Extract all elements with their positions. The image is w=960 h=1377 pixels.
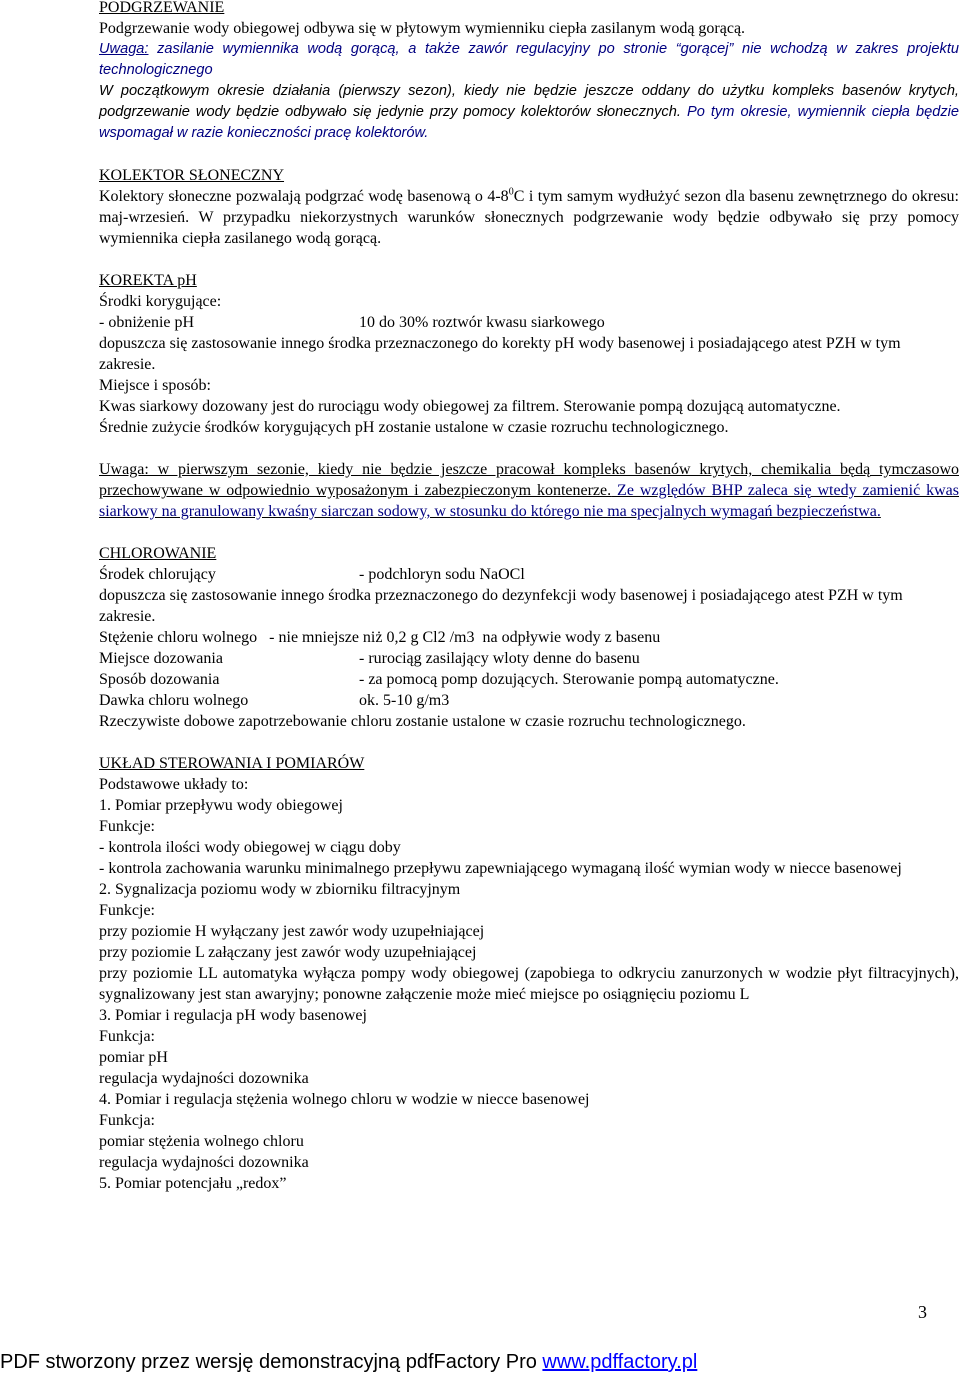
kolektor-text-b: C i tym samym wydłużyć sezon dla basenu zewnętrznego do okresu: maj-wrzesień. bbox=[99, 188, 959, 226]
korekta-label: - obniżenie pH bbox=[99, 314, 195, 331]
heading-podgrzewanie: PODGRZEWANIE bbox=[99, 0, 225, 16]
uklad-line: pomiar pH bbox=[99, 1049, 168, 1066]
uklad-line: 4. Pomiar i regulacja stężenia wolnego chloru w wodzie w niecce basenowej bbox=[99, 1091, 590, 1108]
uklad-line: regulacja wydajności dozownika bbox=[99, 1070, 309, 1087]
korekta-line4: Średnie zużycie środków korygujących pH zostanie ustalone w czasie rozruchu technologicznego. bbox=[99, 419, 729, 436]
uklad-line: 3. Pomiar i regulacja pH wody basenowej bbox=[99, 1007, 367, 1024]
chlor-r1-value: - podchloryn sodu NaOCl bbox=[359, 566, 525, 583]
korekta-value: 10 do 30% roztwór kwasu siarkowego bbox=[359, 314, 605, 331]
note-label: Uwaga: bbox=[99, 41, 149, 57]
note-text: zasilanie wymiennika wodą gorącą, a także zawór regulacyjny po stronie “gorącej” nie wchodzą w zakres projektu technologicznego bbox=[99, 41, 959, 78]
chlor-r1-label: Środek chlorujący bbox=[99, 566, 216, 583]
chlor-row-4 bbox=[99, 669, 959, 690]
uklad-line: - kontrola zachowania warunku minimalnego przepływu zapewniającego wymaganą ilość wymian wody w niecce basenowej bbox=[99, 860, 902, 877]
uklad-line: przy poziomie LL automatyka wyłącza pompy wody obiegowej (zapobiega to odkryciu zanurzonych w wodzie płyt filtracyjnych), sygnalizowany jest stan awaryjny; ponowne załączenie może mieć miejsce po osiągnięciu poziomu L bbox=[99, 965, 959, 1003]
uklad-lines bbox=[99, 774, 959, 1194]
uwaga-text-b: Ze względów BHP zaleca się wtedy zamienić kwas siarkowy na granulowany kwaśny siarczan sodowy, w stosunku do którego nie ma specjalnych wymagań bezpieczeństwa. bbox=[99, 482, 959, 520]
chlor-row-1 bbox=[99, 564, 959, 585]
section-chlorowanie bbox=[99, 543, 959, 732]
uklad-line: Funkcja: bbox=[99, 1112, 155, 1129]
chlor-r3-value: - rurociąg zasilający wloty denne do basenu bbox=[359, 650, 640, 667]
chlor-r4-label: Sposób dozowania bbox=[99, 671, 220, 688]
chlor-r5-label: Dawka chloru wolnego bbox=[99, 692, 249, 709]
korekta-para1: dopuszcza się zastosowanie innego środka przeznaczonego do korekty pH wody basenowej i posiadającego atest PZH w tym zakresie. bbox=[99, 335, 901, 373]
section-korekta bbox=[99, 270, 959, 438]
chlor-r4-value: - za pomocą pomp dozujących. Sterowanie pompą automatyczne. bbox=[359, 671, 779, 688]
korekta-line2: Miejsce i sposób: bbox=[99, 377, 211, 394]
pdf-footer bbox=[0, 1351, 960, 1373]
heading-uklad: UKŁAD STEROWANIA I POMIARÓW bbox=[99, 755, 365, 772]
uklad-line: 5. Pomiar potencjału „redox” bbox=[99, 1175, 287, 1192]
italic-para-a: W początkowym okresie działania (pierwszy sezon), kiedy nie będzie jeszcze oddany do użytku kompleks basenów krytych, podgrzewanie wody będzie odbywało się jedynie przy pomocy kolektorów słonecznych. bbox=[99, 83, 959, 120]
chlor-row-5 bbox=[99, 690, 959, 711]
document-page bbox=[99, 0, 959, 1194]
chlor-last: Rzeczywiste dobowe zapotrzebowanie chloru zostanie ustalone w czasie rozruchu technologicznego. bbox=[99, 713, 746, 730]
korekta-line3: Kwas siarkowy dozowany jest do rurociągu wody obiegowej za filtrem. Sterowanie pompą dozującą automatyczne. bbox=[99, 398, 841, 415]
chlor-para1: dopuszcza się zastosowanie innego środka przeznaczonego do dezynfekcji wody basenowej i posiadającego atest PZH w tym zakresie. bbox=[99, 587, 903, 625]
page-number: 3 bbox=[918, 1302, 927, 1322]
chlor-r3-label: Miejsce dozowania bbox=[99, 650, 223, 667]
degree-sup: 0 bbox=[508, 186, 514, 198]
uklad-line: pomiar stężenia wolnego chloru bbox=[99, 1133, 304, 1150]
podgrzewanie-line: Podgrzewanie wody obiegowej odbywa się w płytowym wymienniku ciepła zasilanym wodą gorącą. bbox=[99, 20, 746, 37]
uwaga-text-a: Uwaga: w pierwszym sezonie, kiedy nie będzie jeszcze pracował kompleks basenów krytych, chemikalia będą tymczasowo przechowywane w odpowiednio wyposażonym i zabezpieczonym kontenerze. bbox=[99, 461, 959, 499]
kolektor-para bbox=[99, 186, 959, 249]
kolektor-text-c: W przypadku niekorzystnych warunków słonecznych podgrzewanie wody będzie odbywało się przy pomocy wymiennika ciepła zasilanego wodą gorącą. bbox=[99, 209, 959, 247]
uklad-line: przy poziomie H wyłączany jest zawór wody uzupełniającej bbox=[99, 923, 485, 940]
italic-para-b: Po tym okresie, wymiennik ciepła będzie wspomagał w razie konieczności pracę kolektorów. bbox=[99, 104, 959, 141]
kolektor-text-a: Kolektory słoneczne pozwalają podgrzać wodę basenową o 4-8 bbox=[99, 188, 509, 205]
section-podgrzewanie bbox=[99, 0, 959, 144]
uklad-line: Funkcja: bbox=[99, 1028, 155, 1045]
uwaga-para bbox=[99, 459, 959, 522]
chlor-row-3 bbox=[99, 648, 959, 669]
uklad-line: Podstawowe układy to: bbox=[99, 776, 249, 793]
korekta-row bbox=[99, 312, 959, 333]
uklad-line: 1. Pomiar przepływu wody obiegowej bbox=[99, 797, 343, 814]
heading-korekta: KOREKTA pH bbox=[99, 272, 197, 289]
footer-text: PDF stworzony przez wersję demonstracyjną pdfFactory Pro bbox=[0, 1351, 543, 1373]
podgrzewanie-note bbox=[99, 39, 959, 81]
section-uklad bbox=[99, 753, 959, 1194]
uklad-line: Funkcje: bbox=[99, 902, 155, 919]
uklad-line: - kontrola ilości wody obiegowej w ciągu doby bbox=[99, 839, 401, 856]
chlor-row-2: Stężenie chloru wolnego - nie mniejsze niż 0,2 g Cl2 /m3 na odpływie wody z basenu bbox=[99, 629, 661, 646]
uklad-line: Funkcje: bbox=[99, 818, 155, 835]
korekta-line1: Środki korygujące: bbox=[99, 293, 222, 310]
podgrzewanie-italic-para bbox=[99, 81, 959, 144]
uklad-line: regulacja wydajności dozownika bbox=[99, 1154, 309, 1171]
heading-kolektor: KOLEKTOR SŁONECZNY bbox=[99, 167, 285, 184]
chlor-r5-value: ok. 5-10 g/m3 bbox=[359, 692, 450, 709]
section-kolektor bbox=[99, 165, 959, 249]
footer-link[interactable]: www.pdffactory.pl bbox=[542, 1351, 698, 1373]
heading-chlorowanie: CHLOROWANIE bbox=[99, 545, 217, 562]
uklad-line: 2. Sygnalizacja poziomu wody w zbiorniku filtracyjnym bbox=[99, 881, 461, 898]
uklad-line: przy poziomie L załączany jest zawór wody uzupełniającej bbox=[99, 944, 477, 961]
